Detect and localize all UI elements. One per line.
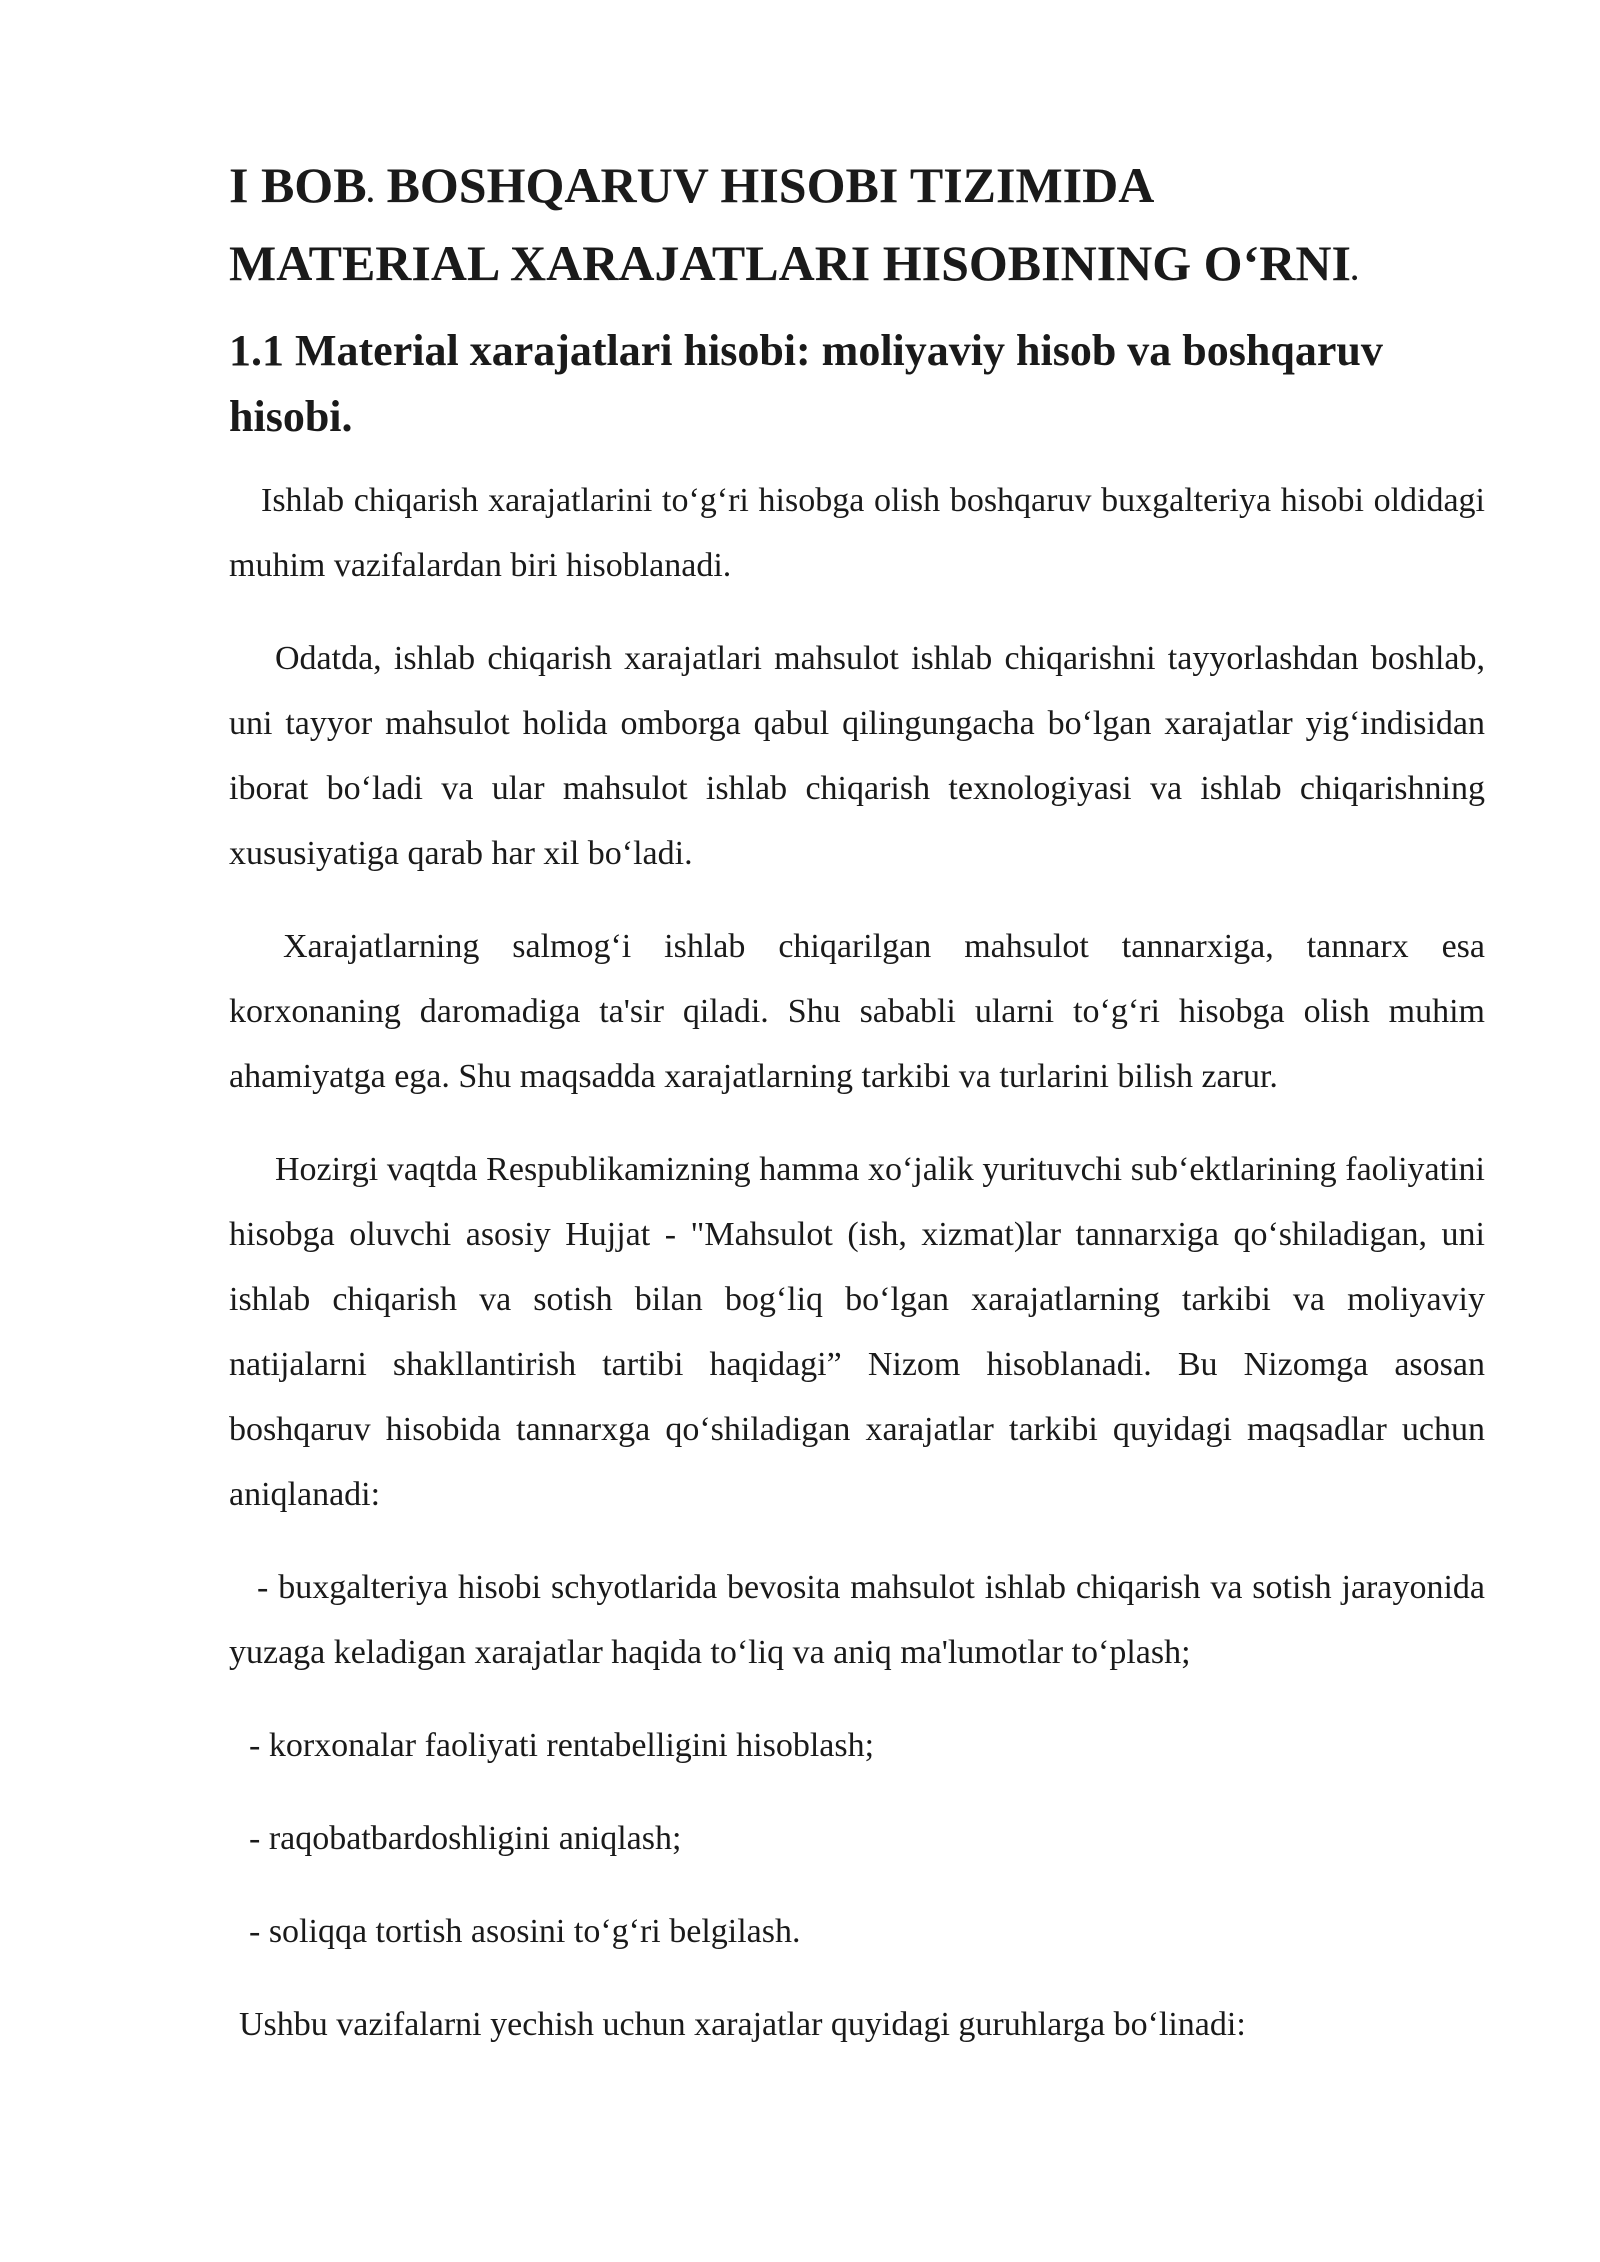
- chapter-title-line2: MATERIAL XARAJATLARI HISOBINING O‘RNI: [229, 235, 1351, 291]
- paragraph-cost-groups: Ushbu vazifalarni yechish uchun xarajatlar quyidagi guruhlarga bo‘linadi:: [239, 2006, 1246, 2043]
- paragraph-intro: Ishlab chiqarish xarajatlarini to‘g‘ri hisobga olish boshqaruv buxgalteriya hisobi oldidagi muhim vazifalardan biri hisoblanadi.: [229, 482, 1485, 584]
- paragraph-cost-share: Xarajatlarning salmog‘i ishlab chiqarilgan mahsulot tannarxiga, tannarx esa korxonaning daromadiga ta'sir qiladi. Shu sababli ularni to‘g‘ri hisobga olish muhim ahamiyatga ega. Shu maqsadda xarajatlarning tarkibi va turlarini bilish zarur.: [229, 928, 1485, 1095]
- chapter-title-dot: .: [1350, 254, 1359, 287]
- list-item-taxation: - soliqqa tortish asosini to‘g‘ri belgilash.: [249, 1913, 801, 1950]
- paragraph-regulation: Hozirgi vaqtda Respublikamizning hamma xo‘jalik yurituvchi sub‘ektlarining faoliyatini hisobga oluvchi asosiy Hujjat - "Mahsulot (ish, xizmat)lar tannarxiga qo‘shiladigan, uni ishlab chiqarish va sotish bilan bog‘liq bo‘lgan xarajatlarning tarkibi va moliyaviy natijalarni shakllantirish tartibi haqidagi” Nizom hisoblanadi. Bu Nizomga asosan boshqaruv hisobida tannarxga qo‘shiladigan xarajatlar tarkibi quyidagi maqsadlar uchun aniqlanadi:: [229, 1151, 1485, 1513]
- chapter-number: I BOB: [229, 157, 367, 213]
- list-item-accounting-data: - buxgalteriya hisobi schyotlarida bevosita mahsulot ishlab chiqarish va sotish jarayonida yuzaga keladigan xarajatlar haqida to‘liq va aniq ma'lumotlar to‘plash;: [229, 1569, 1485, 1671]
- list-item-competitiveness: - raqobatbardoshligini aniqlash;: [249, 1820, 682, 1857]
- section-title: 1.1 Material xarajatlari hisobi: moliyaviy hisob va boshqaruv hisobi.: [229, 326, 1383, 441]
- paragraph-production-costs: Odatda, ishlab chiqarish xarajatlari mahsulot ishlab chiqarishni tayyorlashdan boshlab, uni tayyor mahsulot holida omborga qabul qilingungacha bo‘lgan xarajatlar yig‘indisidan iborat bo‘ladi va ular mahsulot ishlab chiqarish texnologiyasi va ishlab chiqarishning xususiyatiga qarab har xil bo‘ladi.: [229, 640, 1485, 872]
- list-item-profitability: - korxonalar faoliyati rentabelligini hisoblash;: [249, 1727, 875, 1764]
- chapter-title-line1: BOSHQARUV HISOBI TIZIMIDA: [374, 157, 1155, 213]
- chapter-number-dot: .: [366, 176, 375, 209]
- document-page: [229, 150, 1485, 2057]
- chapter-title: [229, 150, 1485, 306]
